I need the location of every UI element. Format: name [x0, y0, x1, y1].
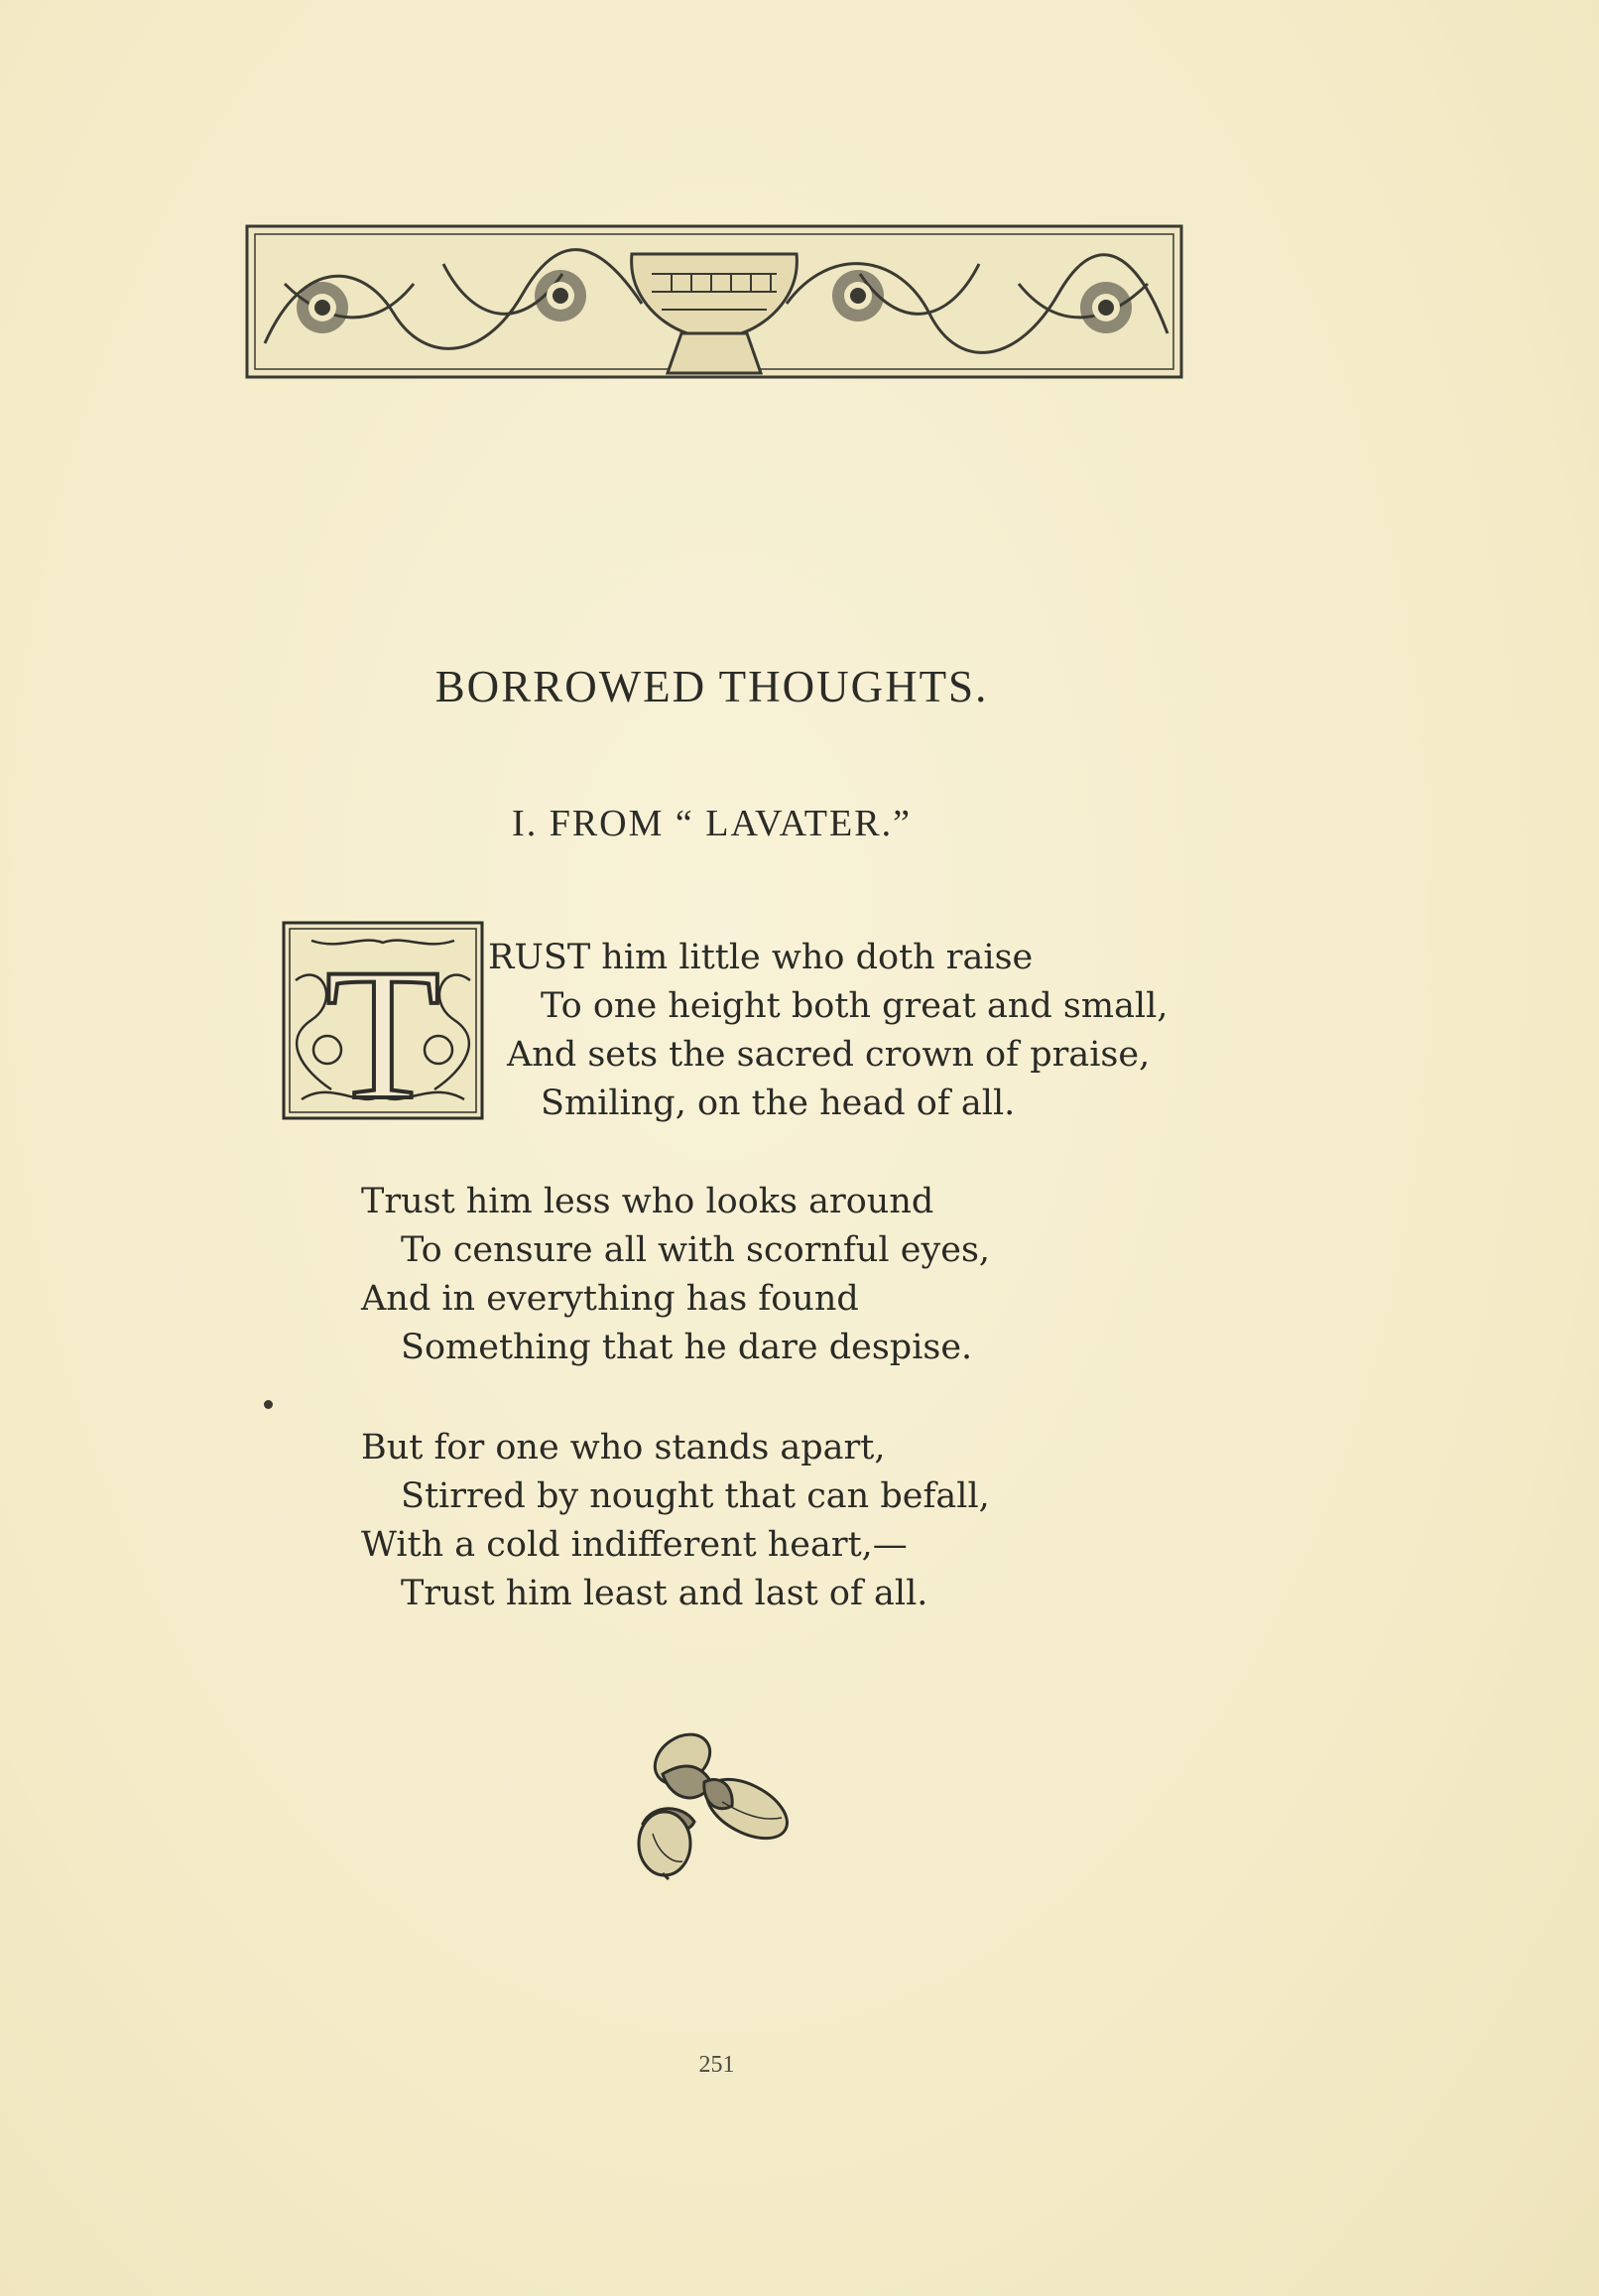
ornamental-headpiece — [245, 224, 1183, 379]
poem-line: Trust him least and last of all. — [401, 1574, 928, 1613]
headpiece-ornament-icon — [245, 224, 1183, 379]
ink-speck — [264, 1400, 273, 1409]
acorn-tailpiece — [623, 1715, 801, 1883]
poem-line: To one height both great and small, — [541, 986, 1168, 1026]
poem-line: And in everything has found — [361, 1279, 859, 1319]
poem-line: And sets the sacred crown of praise, — [507, 1035, 1151, 1075]
poem-line: With a cold indifferent heart,— — [361, 1525, 908, 1565]
poem-line: But for one who stands apart, — [361, 1428, 886, 1467]
poem-line: Smiling, on the head of all. — [541, 1084, 1016, 1123]
drop-cap-t-icon — [282, 921, 484, 1120]
poem-line: To censure all with scornful eyes, — [401, 1230, 991, 1270]
page-number: 251 — [698, 2052, 735, 2078]
poem-line: RUST him little who doth raise — [488, 938, 1034, 977]
poem-line: Stirred by nought that can befall, — [401, 1476, 990, 1516]
poem-title: BORROWED THOUGHTS. — [434, 662, 989, 711]
svg-text:T: T — [324, 931, 441, 1120]
poem-subtitle: I. FROM “ LAVATER.” — [512, 803, 912, 844]
drop-cap — [282, 921, 484, 1120]
poem-line: Trust him less who looks around — [361, 1182, 934, 1221]
acorn-icon — [623, 1715, 801, 1883]
poem-line: Something that he dare despise. — [401, 1328, 973, 1367]
